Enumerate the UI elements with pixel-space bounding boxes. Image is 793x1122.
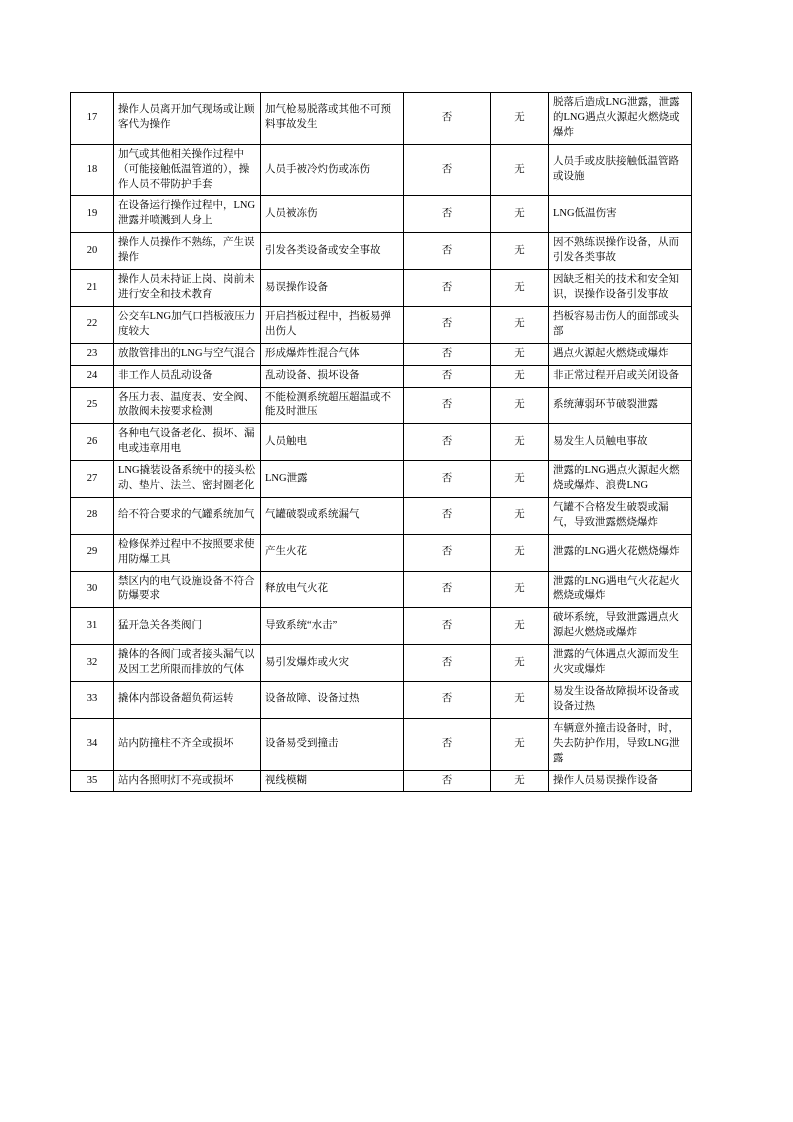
hazard-description-cell: 各压力表、温度表、安全阀、放散阀未按要求检测 [114,387,261,424]
control-measure-cell: 否 [404,645,491,682]
existing-measure-cell: 无 [491,365,549,387]
consequence-cell: LNG泄露 [261,461,404,498]
row-number-cell: 20 [71,233,114,270]
existing-measure-cell: 无 [491,196,549,233]
risk-result-cell: 非正常过程开启或关闭设备 [549,365,692,387]
table-row [71,343,692,365]
risk-result-cell: 气罐不合格发生破裂或漏气，导致泄露燃烧爆炸 [549,497,692,534]
existing-measure-cell: 无 [491,497,549,534]
existing-measure-cell: 无 [491,645,549,682]
hazard-description-cell: LNG撬装设备系统中的接头松动、垫片、法兰、密封圈老化 [114,461,261,498]
existing-measure-cell: 无 [491,306,549,343]
hazard-description-cell: 站内各照明灯不亮或损坏 [114,770,261,792]
hazard-description-cell: 撬体的各阀门或者接头漏气以及因工艺所限而排放的气体 [114,645,261,682]
risk-result-cell: 泄露的LNG遇电气火花起火燃烧或爆炸 [549,571,692,608]
consequence-cell: 形成爆炸性混合气体 [261,343,404,365]
table-row [71,387,692,424]
hazard-description-cell: 检修保养过程中不按照要求使用防爆工具 [114,534,261,571]
control-measure-cell: 否 [404,196,491,233]
existing-measure-cell: 无 [491,270,549,307]
risk-result-cell: 易发生设备故障损坏设备或设备过热 [549,682,692,719]
existing-measure-cell: 无 [491,144,549,196]
table-row [71,571,692,608]
table-row [71,306,692,343]
row-number-cell: 17 [71,93,114,145]
control-measure-cell: 否 [404,461,491,498]
risk-result-cell: 车辆意外撞击设备时，时，失去防护作用，导致LNG泄露 [549,718,692,770]
risk-result-cell: 人员手或皮肤接触低温管路或设施 [549,144,692,196]
existing-measure-cell: 无 [491,534,549,571]
row-number-cell: 21 [71,270,114,307]
table-row [71,365,692,387]
existing-measure-cell: 无 [491,718,549,770]
consequence-cell: 人员触电 [261,424,404,461]
table-row [71,497,692,534]
consequence-cell: 易误操作设备 [261,270,404,307]
hazard-description-cell: 非工作人员乱动设备 [114,365,261,387]
consequence-cell: 易引发爆炸或火灾 [261,645,404,682]
control-measure-cell: 否 [404,497,491,534]
row-number-cell: 18 [71,144,114,196]
risk-assessment-table [70,92,692,792]
table-row [71,770,692,792]
table-row [71,682,692,719]
consequence-cell: 气罐破裂或系统漏气 [261,497,404,534]
control-measure-cell: 否 [404,770,491,792]
control-measure-cell: 否 [404,270,491,307]
existing-measure-cell: 无 [491,770,549,792]
control-measure-cell: 否 [404,343,491,365]
existing-measure-cell: 无 [491,461,549,498]
table-row [71,718,692,770]
table-row [71,270,692,307]
consequence-cell: 人员手被冷灼伤或冻伤 [261,144,404,196]
existing-measure-cell: 无 [491,387,549,424]
hazard-description-cell: 站内防撞柱不齐全或损坏 [114,718,261,770]
consequence-cell: 视线模糊 [261,770,404,792]
consequence-cell: 加气枪易脱落或其他不可预料事故发生 [261,93,404,145]
table-row [71,93,692,145]
existing-measure-cell: 无 [491,424,549,461]
hazard-description-cell: 公交车LNG加气口挡板液压力度较大 [114,306,261,343]
control-measure-cell: 否 [404,387,491,424]
row-number-cell: 35 [71,770,114,792]
hazard-description-cell: 放散管排出的LNG与空气混合 [114,343,261,365]
row-number-cell: 30 [71,571,114,608]
row-number-cell: 19 [71,196,114,233]
row-number-cell: 24 [71,365,114,387]
row-number-cell: 28 [71,497,114,534]
table-row [71,196,692,233]
risk-result-cell: 因不熟练误操作设备，从而引发各类事故 [549,233,692,270]
hazard-description-cell: 撬体内部设备超负荷运转 [114,682,261,719]
row-number-cell: 29 [71,534,114,571]
table-row [71,233,692,270]
consequence-cell: 产生火花 [261,534,404,571]
control-measure-cell: 否 [404,233,491,270]
consequence-cell: 释放电气火花 [261,571,404,608]
hazard-description-cell: 在设备运行操作过程中，LNG泄露并喷溅到人身上 [114,196,261,233]
risk-table-container [70,92,691,792]
hazard-description-cell: 给不符合要求的气罐系统加气 [114,497,261,534]
existing-measure-cell: 无 [491,608,549,645]
existing-measure-cell: 无 [491,233,549,270]
table-row [71,608,692,645]
row-number-cell: 31 [71,608,114,645]
consequence-cell: 人员被冻伤 [261,196,404,233]
risk-result-cell: 泄露的气体遇点火源而发生火灾或爆炸 [549,645,692,682]
control-measure-cell: 否 [404,424,491,461]
row-number-cell: 27 [71,461,114,498]
consequence-cell: 引发各类设备或安全事故 [261,233,404,270]
table-row [71,424,692,461]
consequence-cell: 不能检测系统超压超温或不能及时泄压 [261,387,404,424]
row-number-cell: 32 [71,645,114,682]
table-row [71,144,692,196]
control-measure-cell: 否 [404,144,491,196]
control-measure-cell: 否 [404,93,491,145]
risk-result-cell: 泄露的LNG遇火花燃烧爆炸 [549,534,692,571]
existing-measure-cell: 无 [491,343,549,365]
control-measure-cell: 否 [404,571,491,608]
hazard-description-cell: 猛开急关各类阀门 [114,608,261,645]
risk-result-cell: 因缺乏相关的技术和安全知识，误操作设备引发事故 [549,270,692,307]
hazard-description-cell: 操作人员离开加气现场或让顾客代为操作 [114,93,261,145]
hazard-description-cell: 加气或其他相关操作过程中（可能接触低温管道的），操作人员不带防护手套 [114,144,261,196]
row-number-cell: 23 [71,343,114,365]
consequence-cell: 开启挡板过程中，挡板易弹出伤人 [261,306,404,343]
control-measure-cell: 否 [404,718,491,770]
risk-result-cell: 挡板容易击伤人的面部或头部 [549,306,692,343]
risk-result-cell: 系统薄弱环节破裂泄露 [549,387,692,424]
row-number-cell: 33 [71,682,114,719]
consequence-cell: 导致系统“水击” [261,608,404,645]
row-number-cell: 25 [71,387,114,424]
table-row [71,461,692,498]
table-row [71,534,692,571]
existing-measure-cell: 无 [491,682,549,719]
row-number-cell: 22 [71,306,114,343]
risk-result-cell: 破坏系统，导致泄露遇点火源起火燃烧或爆炸 [549,608,692,645]
control-measure-cell: 否 [404,608,491,645]
risk-result-cell: 脱落后造成LNG泄露，泄露的LNG遇点火源起火燃烧或爆炸 [549,93,692,145]
risk-result-cell: 遇点火源起火燃烧或爆炸 [549,343,692,365]
table-row [71,645,692,682]
risk-result-cell: LNG低温伤害 [549,196,692,233]
control-measure-cell: 否 [404,534,491,571]
control-measure-cell: 否 [404,365,491,387]
consequence-cell: 设备故障、设备过热 [261,682,404,719]
consequence-cell: 设备易受到撞击 [261,718,404,770]
risk-result-cell: 易发生人员触电事故 [549,424,692,461]
row-number-cell: 34 [71,718,114,770]
risk-result-cell: 操作人员易误操作设备 [549,770,692,792]
control-measure-cell: 否 [404,306,491,343]
hazard-description-cell: 操作人员未持证上岗、岗前未进行安全和技术教育 [114,270,261,307]
risk-table-body [71,93,692,792]
hazard-description-cell: 各种电气设备老化、损坏、漏电或违章用电 [114,424,261,461]
existing-measure-cell: 无 [491,571,549,608]
hazard-description-cell: 禁区内的电气设施设备不符合防爆要求 [114,571,261,608]
consequence-cell: 乱动设备、损坏设备 [261,365,404,387]
risk-result-cell: 泄露的LNG遇点火源起火燃烧或爆炸、浪费LNG [549,461,692,498]
control-measure-cell: 否 [404,682,491,719]
existing-measure-cell: 无 [491,93,549,145]
hazard-description-cell: 操作人员操作不熟练，产生误操作 [114,233,261,270]
row-number-cell: 26 [71,424,114,461]
